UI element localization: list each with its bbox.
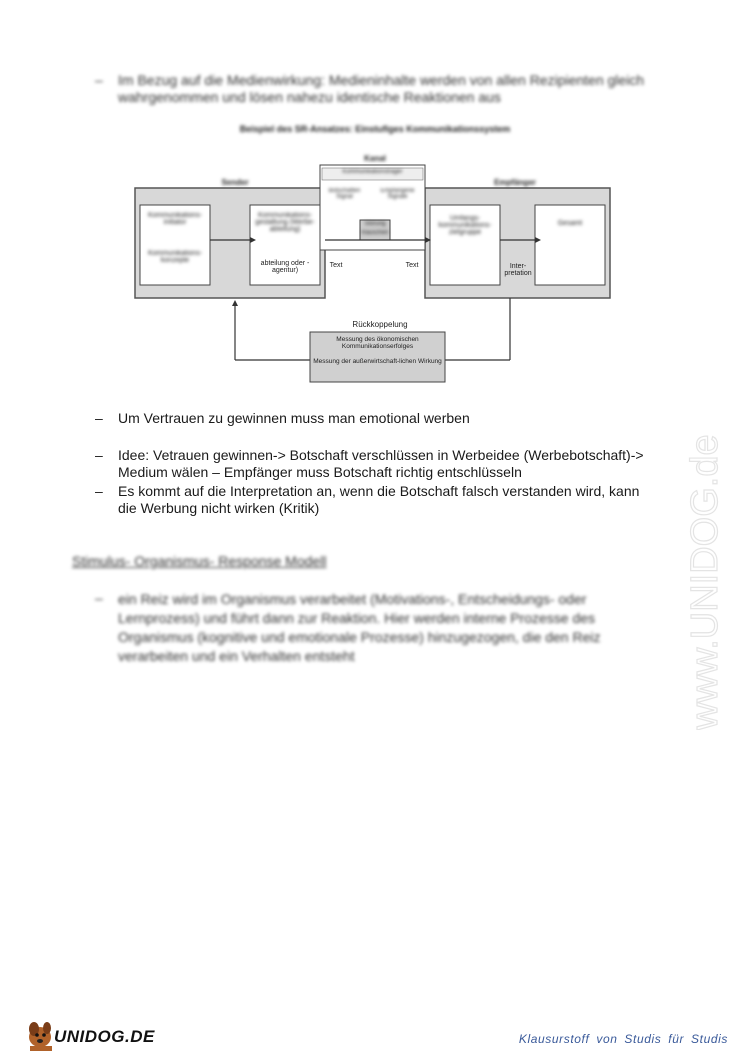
kanal-right-label: Empfangene Signale bbox=[380, 188, 415, 200]
kanal-left-label: Botschaften Signal bbox=[328, 188, 361, 200]
empfaenger-label: Empfänger bbox=[494, 178, 536, 187]
sender-box1-sub: Kommunikations-konzepte bbox=[147, 250, 203, 264]
watermark-text: www.UNIDOG.de bbox=[684, 434, 726, 730]
section-heading: Stimulus- Organismus- Response Modell bbox=[72, 553, 327, 569]
feedback-line2: Messung der außerwirtschaft-lichen Wirkung bbox=[313, 358, 442, 365]
logo-text: UNIDOG.DE bbox=[54, 1027, 155, 1046]
text-right-label: Text bbox=[405, 262, 419, 269]
section-text: ein Reiz wird im Organismus verarbeitet (Motivations-, Entscheidungs- oder Lernprozess) und führt dann zur Reaktion. Hier werden interne Prozesse des Organismus (kognitive und emotionale Prozesse) hinzugezogen, die den Reiz verarbeiten und ein Verhalten entsteht bbox=[118, 591, 601, 664]
kanal-noise-label: Störung bbox=[364, 221, 386, 227]
kanal-noise-label-2: Rauschen bbox=[361, 230, 389, 236]
bullet-dash: – bbox=[95, 590, 103, 606]
communication-diagram bbox=[130, 120, 620, 390]
interpretation-label: Inter-pretation bbox=[504, 263, 532, 277]
bullet-dash: – bbox=[95, 447, 103, 463]
bullet-text: Um Vertrauen zu gewinnen muss man emotional werben bbox=[118, 410, 470, 426]
footer-tagline: Klausurstoff von Studis für Studis bbox=[518, 1032, 728, 1046]
bullet-text: Idee: Vetrauen gewinnen-> Botschaft verschlüssen in Werbeidee (Werbebotschaft)-> Medium wälen – Empfänger muss Botschaft richtig entschlüsseln bbox=[118, 447, 644, 480]
sender-box2-sub: abteilung oder -agentur) bbox=[260, 260, 310, 274]
bullet-text: Im Bezug auf die Medienwirkung: Medieninhalte werden von allen Rezipienten gleich wahrgenommen und lösen nahezu identische Reaktionen aus bbox=[118, 72, 645, 105]
text-left-label: Text bbox=[329, 262, 343, 269]
feedback-line1: Messung des ökonomischen Kommunikationserfolges bbox=[336, 336, 419, 350]
feedback-label: Rückkoppelung bbox=[352, 320, 408, 329]
bullet-dash: – bbox=[95, 483, 103, 499]
sender-label: Sender bbox=[221, 178, 249, 187]
sender-box1-label: Kommunikations-initiator bbox=[147, 212, 203, 226]
bullet-dash: – bbox=[95, 72, 103, 88]
kanal-sub-label: Kommunikationsträger bbox=[342, 169, 403, 175]
bullet-dash: – bbox=[95, 410, 103, 426]
diagram-title: Beispiel des SR-Ansatzes: Einstufiges Kommunikationssystem bbox=[239, 124, 511, 134]
kanal-label: Kanal bbox=[364, 154, 386, 163]
emp-box1-label: Umfangs-kommunikations-zielgruppe bbox=[438, 215, 492, 236]
bullet-text: Es kommt auf die Interpretation an, wenn die Botschaft falsch verstanden wird, kann die Werbung nicht wirken (Kritik) bbox=[118, 483, 640, 516]
unidog-logo bbox=[22, 1015, 155, 1053]
watermark bbox=[655, 300, 745, 730]
sender-box2-label: Kommunikations-gestaltung (Werbe-abteilung) bbox=[255, 212, 315, 233]
emp-box2-label: Gesamt bbox=[557, 220, 583, 227]
